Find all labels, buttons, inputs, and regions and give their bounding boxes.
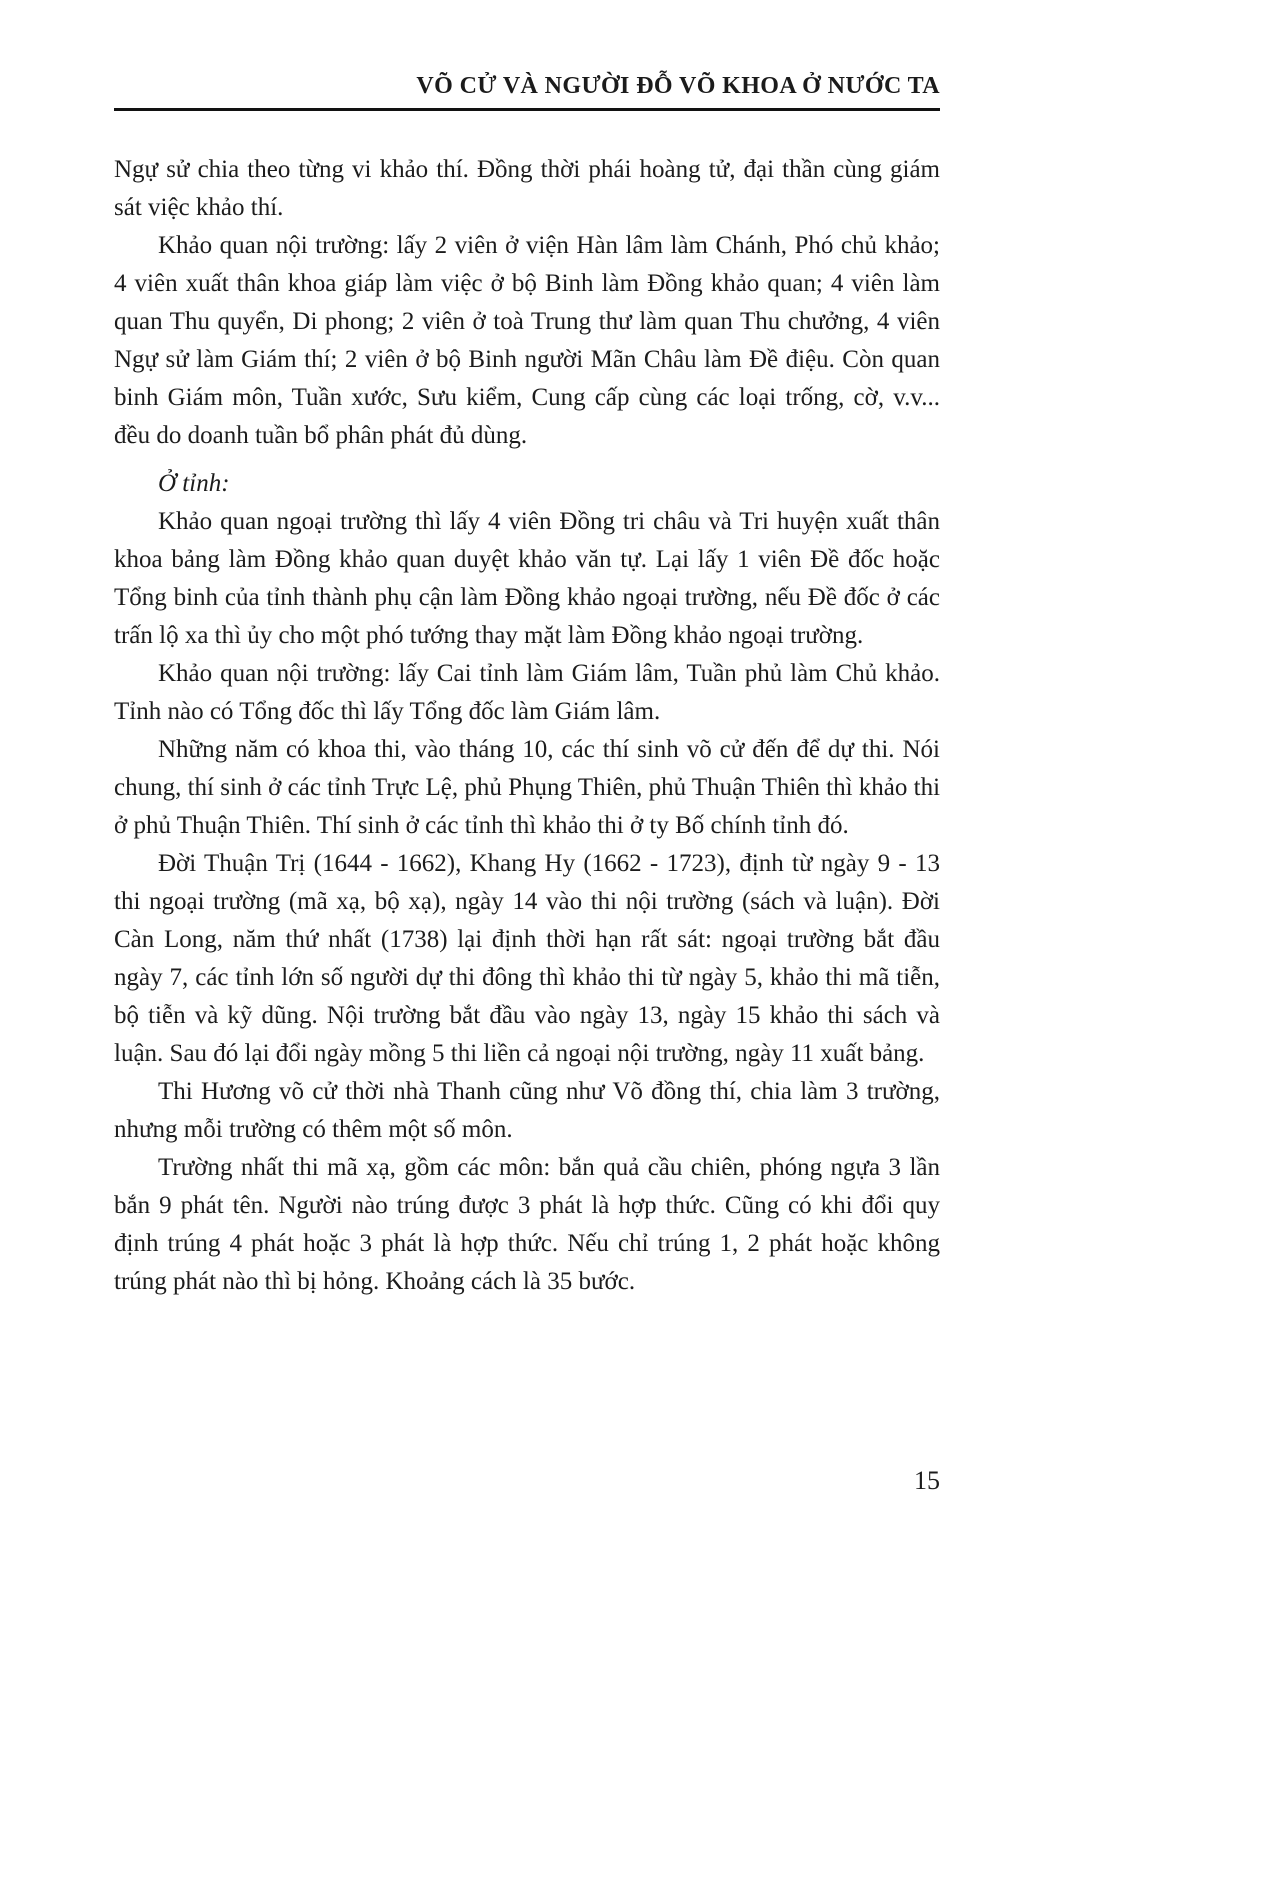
header-rule <box>114 108 940 111</box>
running-header: VÕ CỬ VÀ NGƯỜI ĐỖ VÕ KHOA Ở NƯỚC TA <box>416 73 940 99</box>
paragraph: Những năm có khoa thi, vào tháng 10, các thí sinh võ cử đến để dự thi. Nói chung, thí sinh ở các tỉnh Trực Lệ, phủ Phụng Thiên, phủ Thuận Thiên thì khảo thi ở phủ Thuận Thiên. Thí sinh ở các tỉnh thì khảo thi ở ty Bố chính tỉnh đó. <box>114 736 941 839</box>
paragraph: Thi Hương võ cử thời nhà Thanh cũng như Võ đồng thí, chia làm 3 trường, nhưng mỗi trường có thêm một số môn. <box>114 1078 940 1143</box>
paragraph: Ngự sử chia theo từng vi khảo thí. Đồng thời phái hoàng tử, đại thần cùng giám sát việc khảo thí. <box>114 156 940 221</box>
paragraph: Đời Thuận Trị (1644 - 1662), Khang Hy (1662 - 1723), định từ ngày 9 - 13 thi ngoại trường (mã xạ, bộ xạ), ngày 14 vào thi nội trường (sách và luận). Đời Càn Long, năm thứ nhất (1738) lại định thời hạn rất sát: ngoại trường bắt đầu ngày 7, các tỉnh lớn số người dự thi đông thì khảo thi từ ngày 5, khảo thi mã tiễn, bộ tiễn và kỹ dũng. Nội trường bắt đầu vào ngày 13, ngày 15 khảo thi sách và luận. Sau đó lại đổi ngày mồng 5 thi liền cả ngoại nội trường, ngày 11 xuất bảng. <box>114 850 940 1067</box>
paragraph: Khảo quan ngoại trường thì lấy 4 viên Đồng tri châu và Tri huyện xuất thân khoa bảng làm Đồng khảo quan duyệt khảo văn tự. Lại lấy 1 viên Đề đốc hoặc Tổng binh của tỉnh thành phụ cận làm Đồng khảo ngoại trường, nếu Đề đốc ở các trấn lộ xa thì ủy cho một phó tướng thay mặt làm Đồng khảo ngoại trường. <box>114 508 940 649</box>
paragraph: Khảo quan nội trường: lấy 2 viên ở viện Hàn lâm làm Chánh, Phó chủ khảo; 4 viên xuất thân khoa giáp làm việc ở bộ Binh làm Đồng khảo quan; 4 viên làm quan Thu quyển, Di phong; 2 viên ở toà Trung thư làm quan Thu chưởng, 4 viên Ngự sử làm Giám thí; 2 viên ở bộ Binh người Mãn Châu làm Đề điệu. Còn quan binh Giám môn, Tuần xước, Sưu kiểm, Cung cấp cùng các loại trống, cờ, v.v... đều do doanh tuần bổ phân phát đủ dùng. <box>114 232 940 449</box>
paragraph: Ở tỉnh: <box>158 470 230 497</box>
text-column <box>114 72 940 1301</box>
paragraph: Khảo quan nội trường: lấy Cai tỉnh làm Giám lâm, Tuần phủ làm Chủ khảo. Tỉnh nào có Tổng đốc thì lấy Tổng đốc làm Giám lâm. <box>114 660 940 725</box>
paragraph: Trường nhất thi mã xạ, gồm các môn: bắn quả cầu chiên, phóng ngựa 3 lần bắn 9 phát tên. Người nào trúng được 3 phát là hợp thức. Cũng có khi đổi quy định trúng 4 phát hoặc 3 phát là hợp thức. Nếu chỉ trúng 1, 2 phát hoặc không trúng phát nào thì bị hỏng. Khoảng cách là 35 bước. <box>114 1154 940 1295</box>
body-text <box>114 151 940 1301</box>
page-number: 15 <box>914 1466 940 1495</box>
